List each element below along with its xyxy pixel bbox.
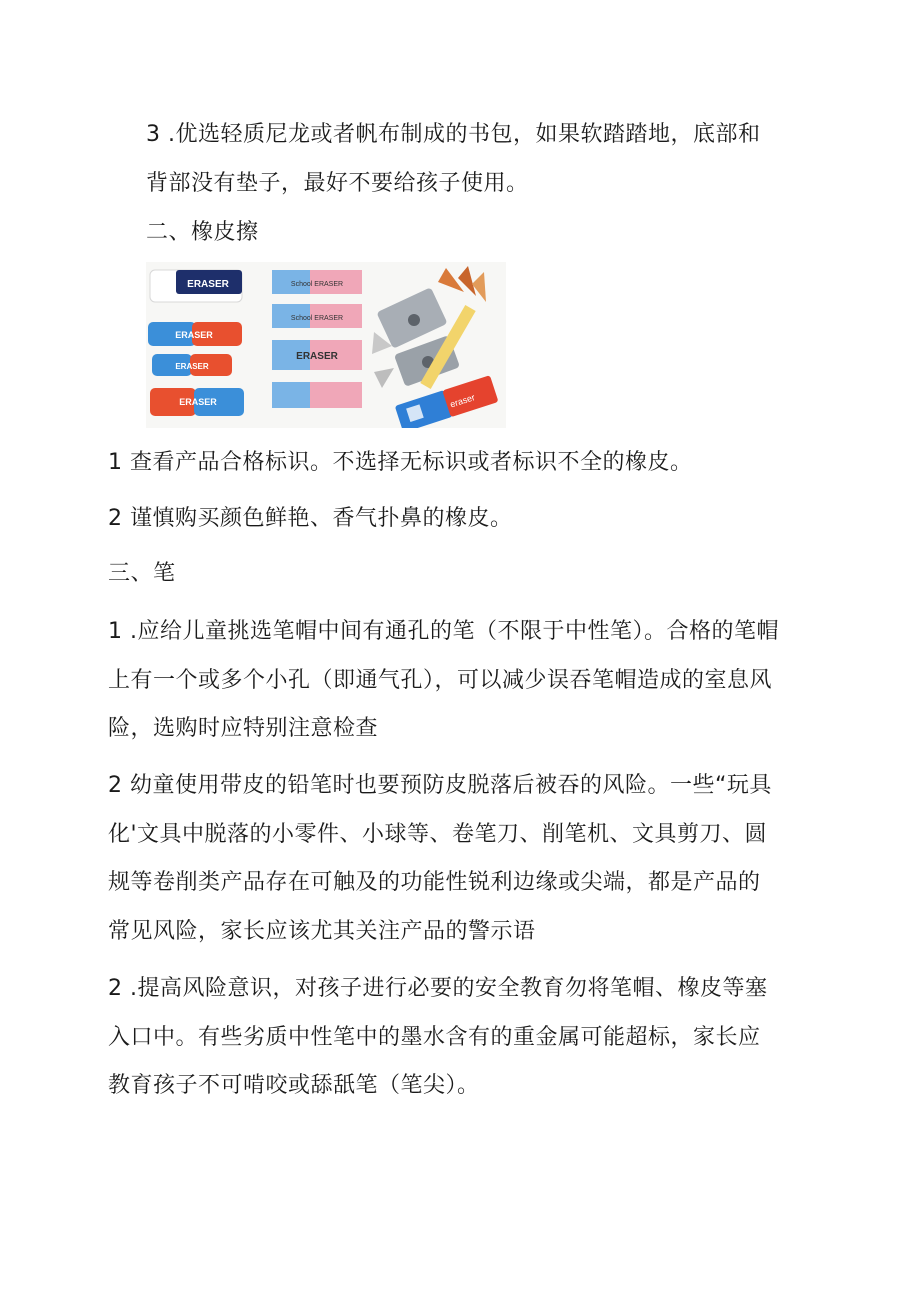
eraser-large (272, 340, 362, 370)
eraser-label: ERASER (179, 397, 217, 407)
bag-item-3-line-1: 3 .优选轻质尼龙或者帆布制成的书包，如果软踏踏地，底部和 (146, 122, 761, 147)
eraser-section-heading: 二、橡皮擦 (146, 220, 259, 245)
eraser-label: ERASER (187, 279, 229, 290)
pen-item-1-line-2: 上有一个或多个小孔（即通气孔），可以减少误吞笔帽造成的室息风 (108, 668, 773, 693)
eraser-label: ERASER (175, 362, 209, 371)
eraser-school-1 (272, 270, 362, 294)
eraser-item-2: 2 谨慎购买颜色鲜艳、香气扑鼻的橡皮。 (108, 506, 513, 531)
pen-item-3-line-2: 入口中。有些劣质中性笔中的墨水含有的重金属可能超标，家长应 (108, 1025, 761, 1050)
eraser-label: School ERASER (290, 315, 344, 322)
pen-item-2-line-3: 规等卷削类产品存在可触及的功能性锐利边缘或尖端，都是产品的 (108, 870, 761, 895)
pen-section-heading: 三、笔 (108, 561, 176, 586)
eraser-white-navy (150, 270, 242, 302)
eraser-photo (146, 262, 506, 428)
eraser-label: eraser (448, 392, 477, 410)
pen-item-2-line-1: 2 幼童使用带皮的铅笔时也要预防皮脱落后被吞的风险。一些“玩具 (108, 773, 772, 798)
pen-item-1-line-3: 险，选购时应特别注意检查 (108, 716, 379, 741)
bag-item-3-line-2: 背部没有垫子，最好不要给孩子使用。 (146, 171, 529, 196)
pen-item-3-line-3: 教育孩子不可啃咬或舔舐笔（笔尖）。 (108, 1073, 480, 1098)
pen-item-1-line-1: 1 .应给儿童挑选笔帽中间有通孔的笔（不限于中性笔）。合格的笔帽 (108, 619, 779, 644)
eraser-red-blue-3 (150, 388, 244, 416)
eraser-label: School ERASER (290, 281, 344, 288)
pen-item-2-line-2: 化'文具中脱落的小零件、小球等、卷笔刀、削笔机、文具剪刀、圆 (108, 822, 768, 847)
eraser-red-blue-2 (152, 354, 232, 376)
eraser-label: ERASER (296, 351, 338, 362)
eraser-label: ERASER (175, 330, 213, 340)
eraser-plain (272, 382, 362, 408)
eraser-red-blue-1 (148, 322, 242, 346)
pen-item-3-line-1: 2 .提高风险意识，对孩子进行必要的安全教育勿将笔帽、橡皮等塞 (108, 976, 768, 1001)
eraser-item-1: 1 查看产品合格标识。不选择无标识或者标识不全的橡皮。 (108, 450, 693, 475)
eraser-school-2 (272, 304, 362, 328)
pen-item-2-line-4: 常见风险，家长应该尤其关注产品的警示语 (108, 919, 536, 944)
